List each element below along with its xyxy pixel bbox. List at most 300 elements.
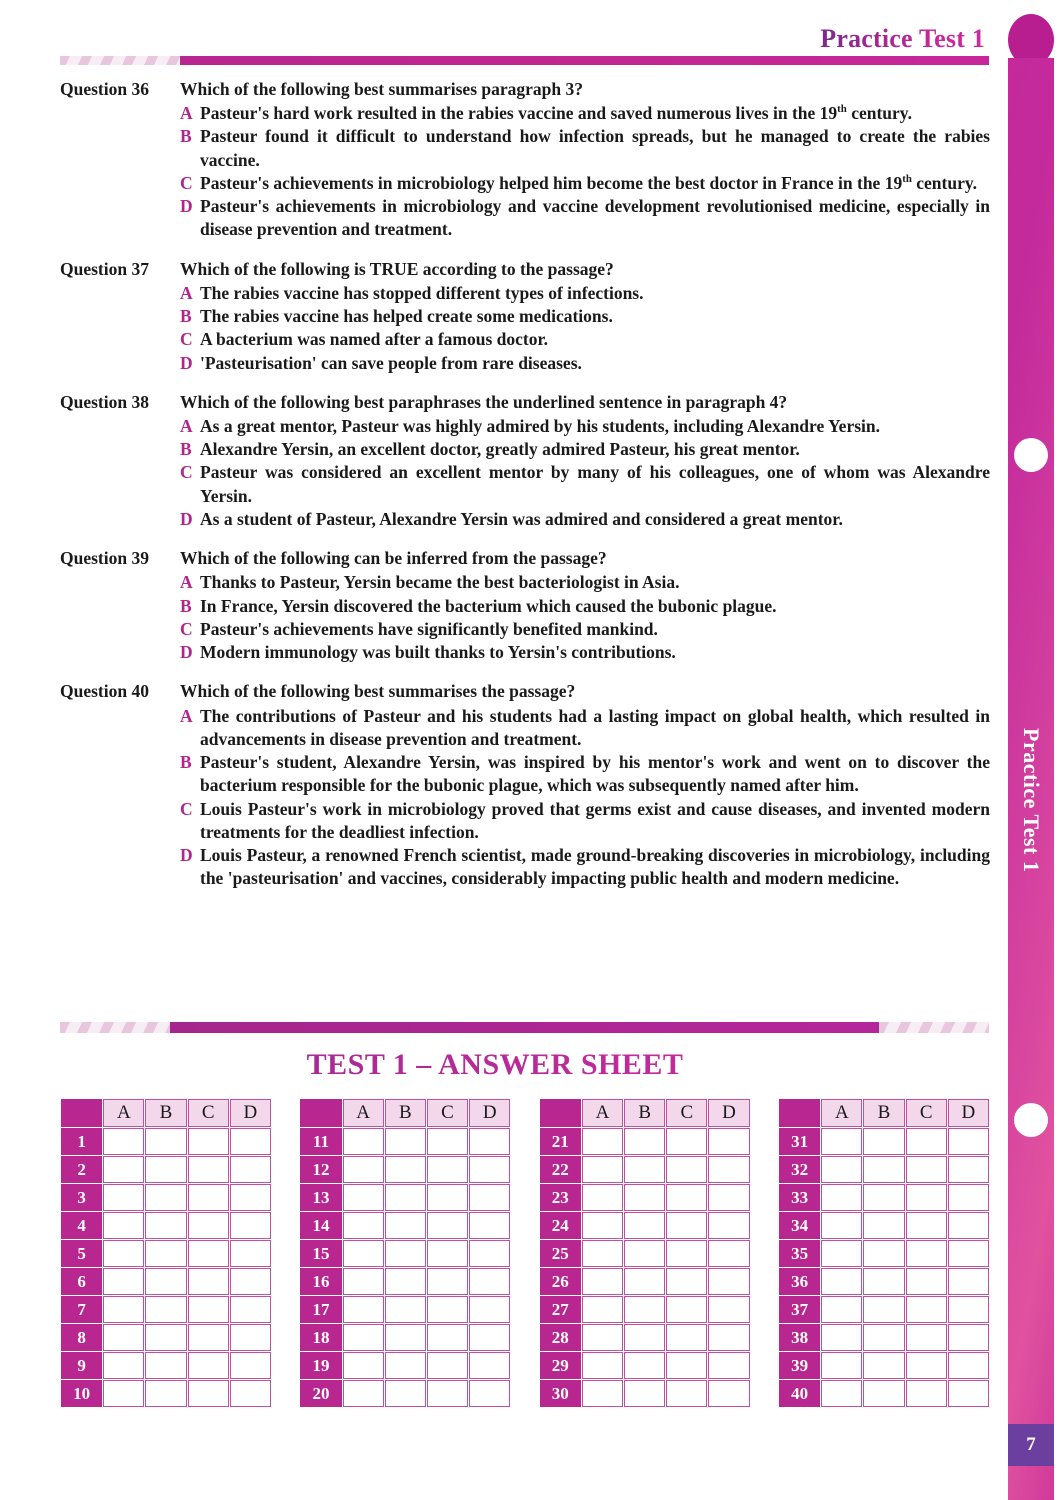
option-row[interactable]	[60, 305, 990, 328]
question-block	[60, 547, 990, 664]
question-header	[60, 680, 990, 703]
answer-cell-b[interactable]	[863, 1296, 904, 1323]
option-text: Pasteur's achievements in microbiology helped him become the best doctor in France in the 19th century.	[200, 172, 978, 193]
answer-cell-d[interactable]	[948, 1240, 989, 1267]
table-header-row	[779, 1099, 989, 1127]
answer-cell-b[interactable]	[624, 1240, 665, 1267]
answer-cell-b[interactable]	[863, 1156, 904, 1183]
answer-cell-a[interactable]	[582, 1352, 623, 1379]
answer-cell-c[interactable]	[188, 1324, 229, 1351]
answer-cell-d[interactable]	[469, 1324, 510, 1351]
table-row	[61, 1324, 271, 1351]
right-sidebar	[1000, 0, 1061, 1500]
answer-cell-c[interactable]	[188, 1128, 229, 1155]
answer-cell-d[interactable]	[230, 1240, 271, 1267]
table-header-row	[61, 1099, 271, 1127]
option-row[interactable]	[60, 595, 990, 618]
answer-cell-d[interactable]	[708, 1156, 749, 1183]
answer-cell-c[interactable]	[906, 1156, 947, 1183]
row-number: 1	[61, 1128, 102, 1155]
answer-cell-a[interactable]	[343, 1324, 384, 1351]
option-letter: A	[180, 705, 193, 726]
answer-cell-c[interactable]	[427, 1156, 468, 1183]
answer-cell-a[interactable]	[103, 1128, 144, 1155]
row-number: 39	[779, 1352, 820, 1379]
table-row	[300, 1380, 510, 1407]
option-row[interactable]	[60, 571, 990, 594]
option-row[interactable]	[60, 195, 990, 242]
option-text: The rabies vaccine has stopped different types of infections.	[200, 282, 644, 303]
option-text: Louis Pasteur's work in microbiology proved that germs exist and cause diseases, and invented modern treatments for the deadliest infection.	[200, 798, 990, 842]
column-header: A	[582, 1099, 623, 1127]
column-header: C	[427, 1099, 468, 1127]
option-row[interactable]	[60, 844, 990, 891]
answer-cell-c[interactable]	[666, 1268, 707, 1295]
option-row[interactable]	[60, 705, 990, 752]
answer-cell-b[interactable]	[145, 1380, 186, 1407]
answer-cell-d[interactable]	[708, 1184, 749, 1211]
answer-cell-d[interactable]	[230, 1296, 271, 1323]
answer-cell-a[interactable]	[582, 1380, 623, 1407]
page-title: Practice Test 1	[820, 24, 985, 53]
option-row[interactable]	[60, 352, 990, 375]
answer-cell-c[interactable]	[188, 1240, 229, 1267]
option-row[interactable]	[60, 282, 990, 305]
row-number: 37	[779, 1296, 820, 1323]
row-number: 15	[300, 1240, 341, 1267]
answer-cell-a[interactable]	[103, 1184, 144, 1211]
answer-cell-c[interactable]	[427, 1352, 468, 1379]
table-row	[61, 1184, 271, 1211]
answer-cell-c[interactable]	[188, 1380, 229, 1407]
answer-cell-d[interactable]	[708, 1380, 749, 1407]
answer-cell-b[interactable]	[624, 1156, 665, 1183]
answer-cell-b[interactable]	[145, 1352, 186, 1379]
answer-cell-d[interactable]	[708, 1352, 749, 1379]
answer-cell-b[interactable]	[145, 1156, 186, 1183]
option-text: Louis Pasteur, a renowned French scientist, made ground-breaking discoveries in microbiology, including the 'pasteurisation' and vaccines, considerably impacting public health and modern medicine.	[200, 845, 990, 889]
answer-cell-d[interactable]	[230, 1380, 271, 1407]
answer-cell-b[interactable]	[385, 1296, 426, 1323]
row-number: 34	[779, 1212, 820, 1239]
answer-cell-d[interactable]	[708, 1128, 749, 1155]
answer-cell-d[interactable]	[948, 1128, 989, 1155]
answer-cell-b[interactable]	[385, 1380, 426, 1407]
column-header: B	[863, 1099, 904, 1127]
table-row	[300, 1268, 510, 1295]
option-letter: A	[180, 572, 193, 593]
answer-cell-b[interactable]	[145, 1324, 186, 1351]
table-row	[540, 1268, 750, 1295]
table-row	[779, 1324, 989, 1351]
sidebar-vertical-title: Practice Test 1	[1019, 727, 1044, 873]
option-text: Alexandre Yersin, an excellent doctor, greatly admired Pasteur, his great mentor.	[200, 439, 800, 460]
answer-cell-c[interactable]	[906, 1268, 947, 1295]
answer-cell-d[interactable]	[469, 1128, 510, 1155]
question-label: Question 36	[60, 79, 149, 99]
answer-cell-a[interactable]	[821, 1380, 862, 1407]
answer-cell-a[interactable]	[582, 1156, 623, 1183]
option-row[interactable]	[60, 102, 990, 125]
table-row	[61, 1380, 271, 1407]
answer-cell-b[interactable]	[385, 1128, 426, 1155]
row-number: 31	[779, 1128, 820, 1155]
table-row	[779, 1212, 989, 1239]
option-letter: D	[180, 845, 193, 866]
answer-cell-a[interactable]	[582, 1240, 623, 1267]
question-text: Which of the following best paraphrases the underlined sentence in paragraph 4?	[180, 391, 788, 412]
answer-cell-a[interactable]	[103, 1156, 144, 1183]
answer-cell-b[interactable]	[863, 1268, 904, 1295]
answer-cell-d[interactable]	[230, 1268, 271, 1295]
row-number: 20	[300, 1380, 341, 1407]
answer-cell-b[interactable]	[624, 1268, 665, 1295]
answer-cell-c[interactable]	[906, 1184, 947, 1211]
option-row[interactable]	[60, 125, 990, 172]
option-row[interactable]	[60, 328, 990, 351]
option-text: Thanks to Pasteur, Yersin became the best bacteriologist in Asia.	[200, 572, 680, 593]
table-row	[300, 1128, 510, 1155]
option-row[interactable]	[60, 172, 990, 195]
answer-cell-d[interactable]	[708, 1268, 749, 1295]
rule-solid-segment-mid	[170, 1022, 879, 1033]
sidebar-dot-lower	[1014, 1103, 1048, 1137]
row-number: 32	[779, 1156, 820, 1183]
answer-cell-d[interactable]	[708, 1296, 749, 1323]
answer-cell-b[interactable]	[863, 1352, 904, 1379]
table-row	[540, 1240, 750, 1267]
table-row	[61, 1296, 271, 1323]
table-row	[779, 1380, 989, 1407]
option-text: 'Pasteurisation' can save people from rare diseases.	[200, 352, 582, 373]
option-row[interactable]	[60, 798, 990, 845]
option-letter: D	[180, 509, 193, 529]
answer-cell-b[interactable]	[863, 1128, 904, 1155]
option-letter: B	[180, 595, 192, 616]
answer-cell-c[interactable]	[427, 1184, 468, 1211]
row-number: 35	[779, 1240, 820, 1267]
answer-cell-c[interactable]	[906, 1212, 947, 1239]
answer-cell-b[interactable]	[863, 1240, 904, 1267]
row-number: 9	[61, 1352, 102, 1379]
answer-cell-d[interactable]	[469, 1380, 510, 1407]
question-text: Which of the following can be inferred from the passage?	[180, 548, 607, 569]
answer-cell-b[interactable]	[624, 1128, 665, 1155]
table-row	[300, 1212, 510, 1239]
answer-cell-d[interactable]	[708, 1324, 749, 1351]
answer-cell-d[interactable]	[948, 1352, 989, 1379]
row-number: 2	[61, 1156, 102, 1183]
answer-cell-d[interactable]	[948, 1296, 989, 1323]
answer-table	[778, 1098, 990, 1408]
column-header: D	[230, 1099, 271, 1127]
answer-cell-b[interactable]	[385, 1212, 426, 1239]
answer-cell-c[interactable]	[666, 1156, 707, 1183]
answer-cell-a[interactable]	[103, 1212, 144, 1239]
answer-cell-d[interactable]	[469, 1240, 510, 1267]
answer-cell-a[interactable]	[821, 1324, 862, 1351]
option-text: Pasteur's student, Alexandre Yersin, was inspired by his mentor's work and went on to discover the bacterium responsible for the bubonic plague, which was subsequently named after him.	[200, 752, 990, 796]
answer-cell-b[interactable]	[385, 1352, 426, 1379]
answer-cell-a[interactable]	[582, 1324, 623, 1351]
answer-cell-b[interactable]	[145, 1128, 186, 1155]
answer-cell-a[interactable]	[821, 1352, 862, 1379]
answer-cell-b[interactable]	[145, 1296, 186, 1323]
option-letter: D	[180, 352, 193, 373]
option-row[interactable]	[60, 415, 990, 438]
table-header-row	[300, 1099, 510, 1127]
question-label: Question 37	[60, 258, 149, 279]
option-text: As a student of Pasteur, Alexandre Yersin was admired and considered a great mentor.	[200, 509, 843, 529]
row-number: 11	[300, 1128, 341, 1155]
answer-cell-c[interactable]	[666, 1128, 707, 1155]
option-text: The rabies vaccine has helped create some medications.	[200, 306, 613, 327]
answer-cell-a[interactable]	[103, 1352, 144, 1379]
column-header: B	[385, 1099, 426, 1127]
column-header: C	[906, 1099, 947, 1127]
answer-cell-a[interactable]	[821, 1296, 862, 1323]
answer-cell-a[interactable]	[582, 1212, 623, 1239]
answer-cell-c[interactable]	[906, 1324, 947, 1351]
row-number: 4	[61, 1212, 102, 1239]
option-letter: B	[180, 439, 192, 460]
row-number: 23	[540, 1184, 581, 1211]
answer-cell-a[interactable]	[343, 1156, 384, 1183]
option-letter: C	[180, 329, 193, 350]
answer-cell-d[interactable]	[708, 1212, 749, 1239]
answer-cell-b[interactable]	[145, 1212, 186, 1239]
option-text: In France, Yersin discovered the bacterium which caused the bubonic plague.	[200, 595, 777, 616]
answer-cell-d[interactable]	[948, 1156, 989, 1183]
answer-cell-d[interactable]	[230, 1156, 271, 1183]
table-row	[779, 1184, 989, 1211]
answer-cell-a[interactable]	[343, 1296, 384, 1323]
answer-cell-c[interactable]	[666, 1240, 707, 1267]
answer-cell-b[interactable]	[863, 1212, 904, 1239]
answer-cell-a[interactable]	[582, 1268, 623, 1295]
option-row[interactable]	[60, 461, 990, 508]
answer-cell-d[interactable]	[230, 1324, 271, 1351]
answer-cell-c[interactable]	[666, 1212, 707, 1239]
answer-cell-c[interactable]	[666, 1380, 707, 1407]
answer-cell-b[interactable]	[385, 1184, 426, 1211]
answer-cell-d[interactable]	[230, 1352, 271, 1379]
answer-cell-d[interactable]	[948, 1184, 989, 1211]
answer-cell-c[interactable]	[188, 1156, 229, 1183]
row-number: 16	[300, 1268, 341, 1295]
row-number: 29	[540, 1352, 581, 1379]
answer-cell-d[interactable]	[469, 1184, 510, 1211]
table-row	[540, 1184, 750, 1211]
column-header: A	[821, 1099, 862, 1127]
answer-cell-a[interactable]	[582, 1296, 623, 1323]
option-row[interactable]	[60, 618, 990, 641]
row-number: 24	[540, 1212, 581, 1239]
options-list	[60, 415, 990, 531]
column-header: C	[188, 1099, 229, 1127]
answer-cell-c[interactable]	[666, 1324, 707, 1351]
answer-cell-d[interactable]	[469, 1212, 510, 1239]
row-number: 13	[300, 1184, 341, 1211]
answer-cell-b[interactable]	[863, 1324, 904, 1351]
option-letter: B	[180, 306, 192, 327]
answer-cell-c[interactable]	[188, 1212, 229, 1239]
question-text: Which of the following best summarises the passage?	[180, 681, 576, 702]
answer-cell-a[interactable]	[343, 1240, 384, 1267]
answer-cell-c[interactable]	[666, 1296, 707, 1323]
answer-cell-b[interactable]	[624, 1184, 665, 1211]
answer-cell-b[interactable]	[624, 1324, 665, 1351]
row-number: 26	[540, 1268, 581, 1295]
table-row	[779, 1240, 989, 1267]
answer-cell-a[interactable]	[343, 1128, 384, 1155]
table-corner-cell	[61, 1099, 102, 1127]
option-row[interactable]	[60, 641, 990, 664]
answer-cell-d[interactable]	[469, 1352, 510, 1379]
options-list	[60, 102, 990, 242]
answer-cell-d[interactable]	[230, 1184, 271, 1211]
answer-cell-d[interactable]	[708, 1240, 749, 1267]
answer-cell-a[interactable]	[582, 1184, 623, 1211]
answer-cell-b[interactable]	[624, 1352, 665, 1379]
answer-cell-d[interactable]	[948, 1268, 989, 1295]
answer-cell-d[interactable]	[948, 1324, 989, 1351]
answer-cell-c[interactable]	[666, 1352, 707, 1379]
answer-cell-a[interactable]	[343, 1184, 384, 1211]
table-header-row	[540, 1099, 750, 1127]
answer-cell-a[interactable]	[821, 1184, 862, 1211]
row-number: 27	[540, 1296, 581, 1323]
answer-cell-a[interactable]	[103, 1324, 144, 1351]
answer-cell-d[interactable]	[948, 1380, 989, 1407]
answer-cell-c[interactable]	[188, 1184, 229, 1211]
table-row	[540, 1212, 750, 1239]
row-number: 40	[779, 1380, 820, 1407]
answer-cell-d[interactable]	[230, 1212, 271, 1239]
option-row[interactable]	[60, 438, 990, 461]
answer-cell-c[interactable]	[427, 1240, 468, 1267]
row-number: 10	[61, 1380, 102, 1407]
option-letter: A	[180, 415, 193, 436]
option-row[interactable]	[60, 751, 990, 798]
option-letter: D	[180, 196, 193, 217]
row-number: 5	[61, 1240, 102, 1267]
answer-cell-b[interactable]	[145, 1240, 186, 1267]
answer-cell-d[interactable]	[469, 1156, 510, 1183]
answer-cell-d[interactable]	[469, 1268, 510, 1295]
row-number: 22	[540, 1156, 581, 1183]
answer-cell-c[interactable]	[906, 1240, 947, 1267]
table-row	[540, 1352, 750, 1379]
answer-cell-d[interactable]	[948, 1212, 989, 1239]
answer-cell-c[interactable]	[188, 1268, 229, 1295]
answer-cell-c[interactable]	[427, 1212, 468, 1239]
answer-cell-b[interactable]	[624, 1380, 665, 1407]
answer-cell-a[interactable]	[821, 1240, 862, 1267]
answer-cell-b[interactable]	[385, 1240, 426, 1267]
answer-cell-b[interactable]	[385, 1156, 426, 1183]
table-row	[779, 1352, 989, 1379]
answer-cell-c[interactable]	[906, 1128, 947, 1155]
answer-cell-a[interactable]	[821, 1156, 862, 1183]
answer-cell-c[interactable]	[188, 1352, 229, 1379]
answer-cell-a[interactable]	[343, 1352, 384, 1379]
answer-cell-a[interactable]	[103, 1296, 144, 1323]
answer-cell-b[interactable]	[145, 1268, 186, 1295]
row-number: 30	[540, 1380, 581, 1407]
row-number: 33	[779, 1184, 820, 1211]
question-text: Which of the following is TRUE according to the passage?	[180, 258, 614, 279]
table-row	[779, 1268, 989, 1295]
table-row	[61, 1352, 271, 1379]
option-text: As a great mentor, Pasteur was highly admired by his students, including Alexandre Yersin.	[200, 415, 880, 436]
table-corner-cell	[540, 1099, 581, 1127]
table-row	[300, 1352, 510, 1379]
answer-cell-a[interactable]	[582, 1128, 623, 1155]
answer-cell-a[interactable]	[343, 1268, 384, 1295]
table-row	[300, 1324, 510, 1351]
option-letter: D	[180, 642, 193, 663]
answer-cell-a[interactable]	[821, 1128, 862, 1155]
answer-cell-d[interactable]	[469, 1296, 510, 1323]
answer-cell-a[interactable]	[343, 1380, 384, 1407]
row-number: 25	[540, 1240, 581, 1267]
question-block	[60, 258, 990, 375]
answer-cell-a[interactable]	[821, 1212, 862, 1239]
sidebar-dot-upper	[1014, 438, 1048, 472]
answer-cell-c[interactable]	[906, 1296, 947, 1323]
answer-cell-b[interactable]	[624, 1212, 665, 1239]
answer-cell-c[interactable]	[188, 1296, 229, 1323]
row-number: 3	[61, 1184, 102, 1211]
answer-cell-c[interactable]	[427, 1296, 468, 1323]
option-letter: B	[180, 126, 192, 147]
answer-cell-c[interactable]	[906, 1380, 947, 1407]
row-number: 8	[61, 1324, 102, 1351]
answer-cell-b[interactable]	[863, 1184, 904, 1211]
option-row[interactable]	[60, 508, 990, 531]
table-row	[540, 1156, 750, 1183]
column-header: A	[103, 1099, 144, 1127]
answer-cell-c[interactable]	[427, 1128, 468, 1155]
question-label: Question 39	[60, 548, 149, 569]
question-header	[60, 78, 990, 101]
question-text: Which of the following best summarises paragraph 3?	[180, 79, 583, 99]
answer-cell-c[interactable]	[427, 1380, 468, 1407]
answer-cell-b[interactable]	[385, 1324, 426, 1351]
column-header: D	[708, 1099, 749, 1127]
answer-cell-d[interactable]	[230, 1128, 271, 1155]
answer-cell-c[interactable]	[666, 1184, 707, 1211]
questions-container	[60, 78, 990, 891]
option-text: Pasteur found it difficult to understand how infection spreads, but he managed to create the rabies vaccine.	[200, 126, 990, 170]
answer-cell-b[interactable]	[863, 1380, 904, 1407]
table-row	[61, 1212, 271, 1239]
answer-cell-a[interactable]	[103, 1240, 144, 1267]
answer-cell-b[interactable]	[624, 1296, 665, 1323]
column-header: C	[666, 1099, 707, 1127]
answer-cell-a[interactable]	[103, 1380, 144, 1407]
answer-cell-b[interactable]	[385, 1268, 426, 1295]
answer-cell-a[interactable]	[821, 1268, 862, 1295]
answer-cell-c[interactable]	[427, 1324, 468, 1351]
answer-cell-c[interactable]	[427, 1268, 468, 1295]
options-list	[60, 705, 990, 891]
answer-cell-c[interactable]	[906, 1352, 947, 1379]
answer-cell-a[interactable]	[103, 1268, 144, 1295]
answer-cell-b[interactable]	[145, 1184, 186, 1211]
answer-cell-a[interactable]	[343, 1212, 384, 1239]
